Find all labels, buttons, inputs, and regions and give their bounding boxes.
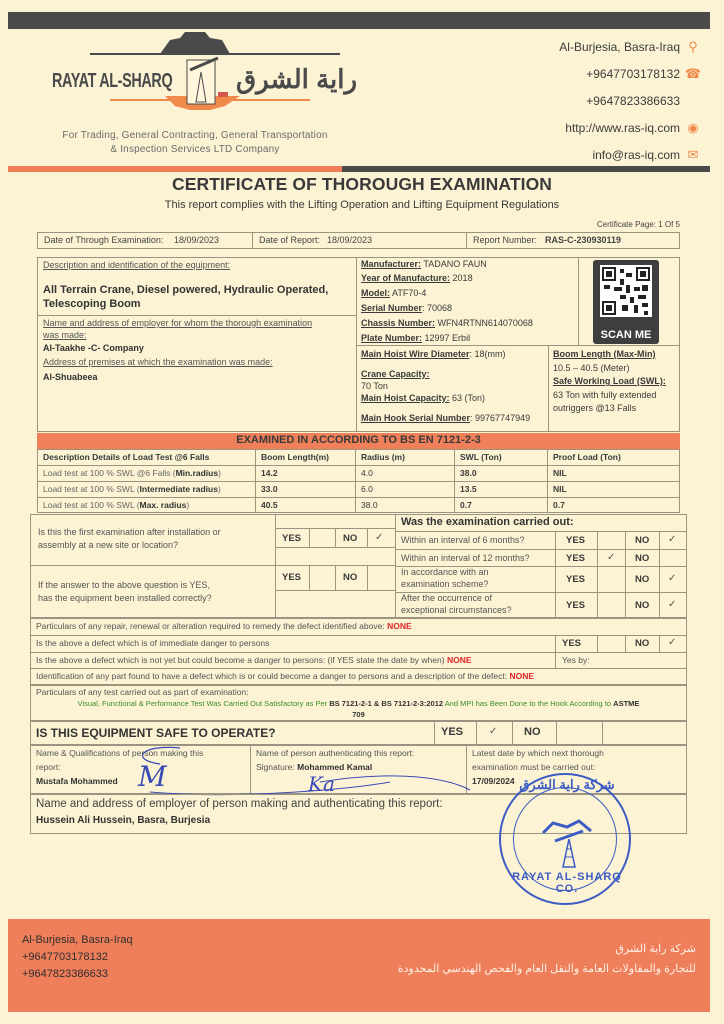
manufacturer-field (361, 259, 487, 269)
capacity-label: Crane Capacity: (361, 369, 430, 379)
carried-question-line-2: exceptional circumstances? (401, 605, 512, 615)
company-name-ar: راية الشرق (236, 64, 358, 94)
hoist-label: Main Hoist Capacity: (361, 393, 450, 403)
repair-label: Particulars of any repair, renewal or alteration required to remedy the defect identified above: (36, 621, 385, 631)
header-contacts (480, 33, 700, 168)
q1-no-label: NO (343, 533, 358, 544)
tagline-line-1: For Trading, General Contracting, General Transportation (62, 130, 328, 141)
load-row-desc: Load test at 100 % SWL (Max. radius) (43, 500, 190, 510)
safe-yes-checkbox[interactable]: ✓ (489, 726, 498, 737)
maker-label-line-2: report: (36, 762, 61, 772)
exam-date-value: 18/09/2023 (174, 235, 220, 245)
swl-label: Safe Working Load (SWL): (553, 376, 666, 386)
employer-label-line-2: was made: (43, 330, 87, 340)
hook-value: : 99767747949 (470, 413, 531, 423)
certificate-title: CERTIFICATE OF THOROUGH EXAMINATION (171, 174, 553, 194)
future-danger-value: NONE (446, 655, 472, 665)
auth-label: Name of person authenticating this report: (256, 748, 415, 758)
plate-field (361, 333, 470, 343)
swl-value-line-1: 63 Ton with fully extended (553, 390, 657, 400)
certificate-page-number: Certificate Page: 1 Of 5 (596, 220, 680, 229)
carried-question-line-2: examination scheme? (401, 579, 489, 589)
load-row-boom: 33.0 (261, 484, 278, 494)
maker-name: Mustafa Mohammed (36, 776, 118, 786)
next-exam-label-line-2: examination must be carried out: (472, 762, 596, 772)
q2-line-2: has the equipment been installed correctly? (38, 593, 212, 603)
plate-label: Plate Number: (361, 333, 423, 343)
employer-label-line-1: Name and address of employer for whom the thorough examination (43, 318, 313, 328)
no-checkbox[interactable]: ✓ (668, 599, 677, 610)
footer-contacts (22, 932, 133, 983)
load-row-desc: Load test at 100 % SWL (Intermediate radius) (43, 484, 221, 494)
header-divider-gray (342, 166, 710, 172)
footer-phone-1[interactable]: +9647703178132 (22, 951, 108, 963)
test-particulars-label: Particulars of any test carried out as part of examination: (36, 687, 249, 697)
boom-label: Boom Length (Max-Min) (553, 349, 656, 359)
load-row-swl: 38.0 (460, 468, 477, 478)
load-header-radius: Radius (m) (361, 452, 405, 462)
load-header-swl: SWL (Ton) (460, 452, 502, 462)
carried-question: Within an interval of 6 months? (401, 535, 525, 545)
load-row-proof: 0.7 (553, 500, 565, 510)
future-danger-label: Is the above a defect which is not yet but could become a danger to persons: (if YES state the date by when) (36, 655, 445, 665)
no-checkbox[interactable]: ✓ (668, 573, 677, 584)
contact-address (480, 33, 700, 60)
model-label: Model: (361, 288, 390, 298)
stamp-text-ar: شركة راية الشرق (519, 777, 615, 792)
stamp-text-en: RAYAT AL-SHARQ CO. (512, 871, 622, 895)
serial-field (361, 303, 452, 313)
yes-by-label: Yes by: (562, 655, 590, 665)
immediate-no-checkbox[interactable]: ✓ (668, 637, 677, 648)
capacity-value: 70 Ton (361, 381, 388, 391)
no-label: NO (635, 553, 650, 564)
model-value: ATF70-4 (392, 288, 427, 298)
yes-label: YES (566, 600, 586, 611)
contact-website[interactable] (480, 114, 700, 141)
yes-label: YES (566, 574, 586, 585)
no-label: NO (635, 535, 650, 546)
q2-no-label: NO (343, 572, 358, 583)
yes-checkbox[interactable]: ✓ (607, 552, 616, 563)
wire-field (361, 349, 505, 359)
report-date-value: 18/09/2023 (327, 235, 373, 245)
q1-line-1: Is this the first examination after installation or (38, 527, 221, 537)
carried-question-line-1: After the occurrence of (401, 593, 493, 603)
company-stamp (499, 773, 631, 905)
load-row-radius: 38.0 (361, 500, 378, 510)
safe-to-operate-question: IS THIS EQUIPMENT SAFE TO OPERATE? (36, 726, 276, 740)
footer-arabic-tagline: للتجارة والمقاولات العامة والنقل العام والفحص الهندسي المحدودة (397, 963, 696, 975)
wire-value: : 18(mm) (469, 349, 506, 359)
load-row-proof: NIL (553, 484, 567, 494)
tagline-line-2: & Inspection Services LTD Company (110, 144, 280, 155)
company-tagline (40, 129, 350, 157)
stamp-pumpjack-icon (539, 813, 595, 869)
globe-icon: ◉ (687, 119, 699, 135)
manufacturer-value: TADANO FAUN (423, 259, 487, 269)
contact-text: http://www.ras-iq.com (565, 120, 680, 135)
future-danger-field (36, 655, 472, 665)
maker-label-line-1: Name & Qualifications of person making this (36, 748, 204, 758)
header-divider-orange (8, 166, 342, 172)
phone-icon: ☎ (684, 65, 702, 81)
chassis-value: WFN4RTNN614070068 (437, 318, 533, 328)
repair-value: NONE (387, 621, 412, 631)
certificate-subtitle: This report complies with the Lifting Operation and Lifting Equipment Regulations (164, 199, 560, 211)
load-row-swl: 0.7 (460, 500, 472, 510)
contact-text: +9647823386633 (586, 93, 680, 108)
safe-no-label: NO (524, 726, 541, 738)
contact-text: +9647703178132 (586, 66, 680, 81)
swl-value-line-2: outriggers @13 Falls (553, 403, 637, 413)
year-value: 2018 (452, 273, 473, 283)
safe-yes-label: YES (441, 726, 464, 738)
hook-label: Main Hook Serial Number (361, 413, 471, 423)
report-date-cell (252, 232, 467, 249)
load-row-boom: 14.2 (261, 468, 278, 478)
company-name-en: RAYAT AL-SHARQ (52, 70, 173, 92)
employer-of-person-value: Hussein Ali Hussein, Basra, Burjesia (36, 815, 211, 826)
load-header-proof: Proof Load (Ton) (553, 452, 621, 462)
next-exam-label-line-1: Latest date by which next thorough (472, 748, 604, 758)
test-particulars-value: Visual, Functional & Performance Test Was Carried Out Satisfactory as Per BS 7121-2-1 & BS 7121-2-3:2012 And MPI has Been Done to the Hook According to ASTME (77, 699, 640, 708)
q2-yes-label: YES (282, 572, 302, 583)
hook-field (361, 413, 530, 423)
report-date-label: Date of Report: (259, 235, 321, 245)
manufacturer-label: Manufacturer: (361, 259, 422, 269)
serial-value: : 70068 (422, 303, 453, 313)
year-label: Year of Manufacture: (361, 273, 451, 283)
yes-label: YES (566, 535, 586, 546)
exam-date-label: Date of Through Examination: (44, 235, 164, 245)
contact-phone-2[interactable] (480, 87, 700, 114)
qr-scan-label: SCAN ME (600, 329, 652, 341)
yes-label: YES (566, 553, 586, 564)
equipment-desc-line-2: Telescoping Boom (43, 298, 141, 310)
no-label: NO (635, 600, 650, 611)
boom-value: 10.5 – 40.5 (Meter) (553, 363, 630, 373)
defect-part-field (36, 671, 534, 681)
immediate-danger-label: Is the above a defect which is of immediate danger to persons (36, 638, 270, 648)
q1-line-2: assembly at a new site or location? (38, 540, 179, 550)
load-test-band-title: EXAMINED IN ACCORDING TO BS EN 7121-2-3 (236, 434, 481, 446)
repair-field (36, 621, 412, 631)
employer-value: Al-Taakhe -C- Company (43, 343, 144, 353)
carried-question-line-1: In accordance with an (401, 567, 489, 577)
model-field (361, 288, 426, 298)
maker-signature: M (138, 760, 167, 793)
q1-no-checkbox[interactable]: ✓ (375, 532, 384, 543)
load-row-swl: 13.5 (460, 484, 477, 494)
load-row-radius: 4.0 (361, 468, 373, 478)
load-header-boom: Boom Length(m) (261, 452, 329, 462)
wire-label: Main Hoist Wire Diameter (361, 349, 470, 359)
auth-signature: Ka (308, 772, 335, 796)
contact-text: info@ras-iq.com (592, 147, 680, 162)
serial-label: Serial Number (361, 303, 423, 313)
hoist-field (361, 393, 485, 403)
equipment-desc-line-1: All Terrain Crane, Diesel powered, Hydraulic Operated, (43, 284, 329, 296)
employer-of-person-label: Name and address of employer of person making and authenticating this report: (36, 798, 443, 810)
qr-code-icon (600, 265, 652, 317)
report-number-value: RAS-C-230930119 (545, 235, 622, 245)
equipment-desc-label: Description and identification of the equipment: (43, 260, 231, 270)
company-logo (40, 32, 358, 110)
exam-date-cell (37, 232, 253, 249)
chassis-field (361, 318, 533, 328)
load-row-radius: 6.0 (361, 484, 373, 494)
qr-code[interactable] (593, 260, 659, 344)
contact-phone-1[interactable] (480, 60, 700, 87)
header-top-bar (8, 12, 710, 29)
defect-part-value: NONE (509, 671, 535, 681)
report-number-label: Report Number: (473, 235, 538, 245)
no-checkbox[interactable]: ✓ (668, 534, 677, 545)
footer-arabic-name: شركة راية الشرق (615, 943, 696, 955)
q2-line-1: If the answer to the above question is YES, (38, 580, 210, 590)
load-row-boom: 40.5 (261, 500, 278, 510)
envelope-icon: ✉ (687, 146, 699, 162)
carried-question: Within an interval of 12 months? (401, 553, 530, 563)
q1-yes-label: YES (282, 533, 302, 544)
defect-part-label: Identification of any part found to have a defect which is or could become a danger to persons and a description of the defect: (36, 671, 508, 681)
no-label: NO (635, 574, 650, 585)
premises-value: Al-Shuabeea (43, 372, 98, 382)
immediate-no-label: NO (635, 638, 650, 649)
hoist-value: 63 (Ton) (452, 393, 486, 403)
year-field (361, 273, 473, 283)
contact-text: Al-Burjesia, Basra-Iraq (559, 39, 680, 54)
plate-value: 12997 Erbil (424, 333, 471, 343)
contact-email[interactable] (480, 141, 700, 168)
auth-signature-label: Signature: (256, 762, 295, 772)
load-row-desc: Load test at 100 % SWL @6 Falls (Min.radius) (43, 468, 221, 478)
footer-band (8, 919, 710, 1012)
location-pin-icon: ⚲ (688, 38, 698, 54)
auth-name: Mohammed Kamal (297, 762, 373, 772)
footer-address: Al-Burjesia, Basra-Iraq (22, 934, 133, 946)
test-particulars-value-line-2: 709 (352, 710, 365, 719)
footer-phone-2[interactable]: +9647823386633 (22, 968, 108, 980)
premises-label: Address of premises at which the examination was made: (43, 357, 273, 367)
load-row-proof: NIL (553, 468, 567, 478)
next-exam-date: 17/09/2024 (472, 776, 515, 786)
report-number-cell (466, 232, 680, 249)
footer-arabic (398, 939, 696, 979)
carried-out-title: Was the examination carried out: (401, 516, 574, 528)
immediate-yes-label: YES (562, 638, 582, 649)
load-header-desc: Description Details of Load Test @6 Falls (43, 452, 210, 462)
chassis-label: Chassis Number: (361, 318, 436, 328)
